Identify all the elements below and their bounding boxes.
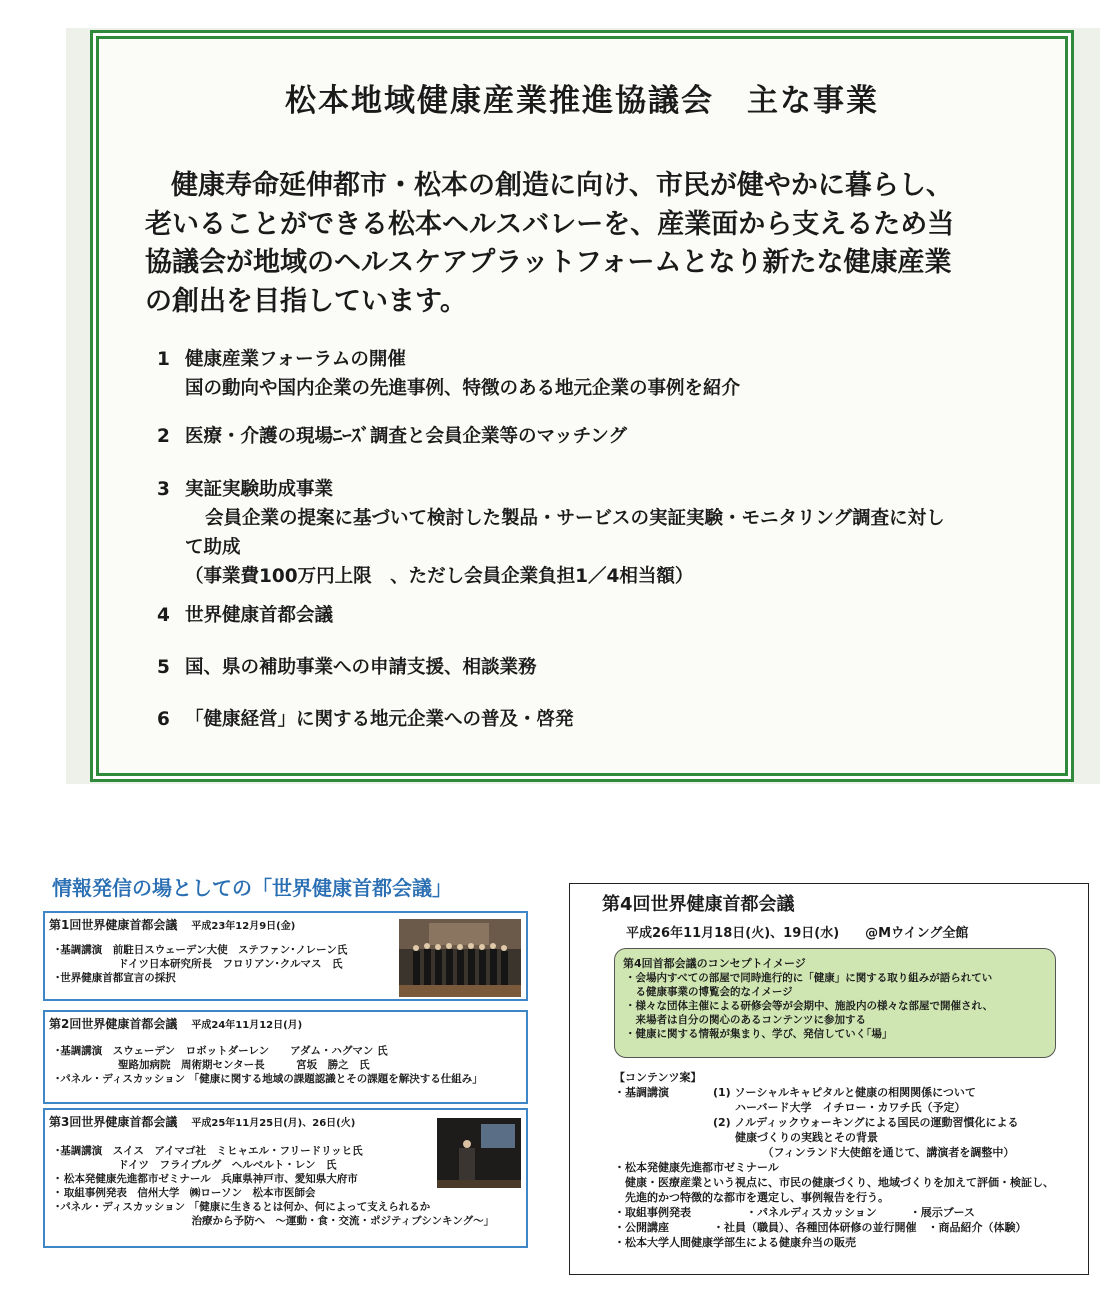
contents-line: ・基調講演 (1) ソーシャルキャピタルと健康の相関関係について [614,1086,976,1099]
group-photo-image [399,919,521,997]
right-panel-title: 第4回世界健康首都会議 [602,894,795,915]
business-slide [96,36,1068,776]
contents-line: 【コンテンツ案】 [614,1071,702,1084]
contents-line: (2) ノルディックウォーキングによる国民の運動習慣化による [614,1116,1019,1129]
fourth-conference-panel [569,883,1089,1275]
item-number: 2 [157,426,170,447]
item-heading: 医療・介護の現場ﾆｰｽﾞ調査と会員企業等のマッチング [185,426,627,447]
concept-line: ・会場内すべての部屋で同時進行的に「健康」に関する取り組みが語られてい [625,972,993,984]
box-line: ･基調講演 スイス アイマゴ社 ミヒャエル・フリードリッヒ氏 [55,1145,363,1157]
box-heading-label: 第2回世界健康首都会議 [49,1017,178,1031]
contents-line: 健康づくりの実践とその背景 [614,1131,878,1144]
item-detail: 国の動向や国内企業の先進事例、特徴のある地元企業の事例を紹介 [185,378,741,399]
box-date: 平成24年11月12日(月) [191,1020,303,1031]
business-item [157,345,740,400]
concept-line: 来場者は自分の関心のあるコンテンツに参加する [625,1014,866,1026]
contents-line: ハーバード大学 イチロー・カワチ氏（予定） [614,1101,966,1114]
item-heading: 健康産業フォーラムの開催 [185,349,406,370]
item-number: 6 [157,709,170,730]
lead-line: の創出を目指しています。 [145,285,467,317]
contents-line: ・松本発健康先進都市ゼミナール [614,1161,779,1174]
lead-line: 協議会が地域のヘルスケアプラットフォームとなり新たな健康産業 [145,247,952,278]
concept-line: る健康事業の博覧会的なイメージ [625,986,793,998]
box-line: ドイツ フライブルグ ヘルベルト・レン 氏 [55,1159,337,1171]
box-line: ･パネル・ディスカッション 「健康に生きるとは何か、何によって支えられるか [55,1201,431,1213]
contents-line: 健康・医療産業という視点に、市民の健康づくり、地域づくりを加えて評価・検証し、 [614,1176,1054,1189]
slide-lead-paragraph [145,167,1025,321]
box-line: 聖路加病院 周術期センター長 宮坂 勝之 氏 [55,1059,370,1071]
box-line: ･基調講演 スウェーデン ロボットダーレン アダム・ハグマン 氏 [55,1045,388,1057]
item-number: 4 [157,605,170,626]
box-line: ドイツ日本研究所長 フロリアン･クルマス 氏 [55,958,343,970]
box-line: ･パネル・ディスカッション 「健康に関する地域の課題認識とその課題を解決する仕組み」 [55,1073,483,1085]
business-item [157,422,627,448]
concept-title: 第4回首都会議のコンセプトイメージ [623,957,806,970]
box-date: 平成25年11月25日(月)、26日(火) [191,1118,356,1129]
concept-line: ・健康に関する情報が集まり、学び、発信していく｢場｣ [625,1028,888,1040]
box-date: 平成23年12月9日(金) [191,921,296,932]
box-lines [55,943,347,985]
box-line: 治療から予防へ ～運動・食・交流・ポジティブシンキング～」 [55,1215,495,1227]
lead-line: 健康寿命延伸都市・松本の創造に向け、市民が健やかに暮らし、 [171,170,953,201]
right-panel-date: 平成26年11月18日(火)、19日(水) @Mウイング全館 [626,926,969,941]
contents-line: ・取組事例発表 ・パネルディスカッション ・展示ブース [614,1206,975,1219]
item-detail: 会員企業の提案に基づいて検討した製品・サービスの実証実験・モニタリング調査に対し [205,508,945,529]
box-lines [55,1144,494,1228]
box-heading [49,1015,302,1032]
conference-photo [399,919,521,997]
lecture-photo-image [437,1118,521,1188]
box-line: ･ 取組事例発表 信州大学 ㈱ローソン 松本市医師会 [55,1187,316,1199]
contents-line: ・公開講座 ・社員（職員）、各種団体研修の並行開催 ・商品紹介（体験） [614,1221,1027,1234]
box-line: ･世界健康首都宣言の採択 [55,972,176,984]
box-heading [49,916,295,933]
business-item [157,475,945,588]
box-heading-label: 第1回世界健康首都会議 [49,918,178,932]
business-item [157,601,333,627]
box-line: ･基調講演 前駐日スウェーデン大使 ステファン･ノレーン氏 [55,944,348,956]
conference-box-3 [43,1108,528,1248]
box-heading [49,1113,355,1130]
contents-line: （フィンランド大使館を通じて、講演者を調整中） [614,1146,1015,1159]
item-number: 1 [157,349,170,370]
business-item [157,653,537,679]
box-lines [55,1044,483,1086]
left-panel-title: 情報発信の場としての「世界健康首都会議」 [52,876,452,900]
contents-line: ・松本大学人間健康学部生による健康弁当の販売 [614,1236,856,1249]
business-item [157,705,574,731]
concept-box [614,948,1056,1058]
lead-line: 老いることができる松本ヘルスバレーを、産業面から支えるため当 [145,208,955,240]
item-detail: て助成 [185,537,241,558]
concept-line: ・様々な団体主催による研修会等が会期中、施設内の様々な部屋で開催され、 [625,1000,994,1012]
concept-lines [625,971,993,1041]
item-heading: 「健康経営」に関する地元企業への普及・啓発 [185,709,574,730]
item-heading: 世界健康首都会議 [185,605,334,626]
box-heading-label: 第3回世界健康首都会議 [49,1115,178,1129]
item-heading: 国、県の補助事業への申請支援、相談業務 [185,657,537,678]
conference-box-2 [43,1010,528,1104]
contents-line: 先進的かつ特徴的な都市を選定し、事例報告を行う。 [614,1191,889,1204]
box-line: ･ 松本発健康先進都市ゼミナール 兵庫県神戸市、愛知県大府市 [55,1173,358,1185]
item-number: 5 [157,657,170,678]
slide-title: 松本地域健康産業推進協議会 主な事業 [285,83,879,119]
contents-list [614,1070,1054,1250]
conference-box-1 [43,911,528,1001]
item-detail: （事業費100万円上限 、ただし会員企業負担1／4相当額） [185,566,694,587]
conference-photo [437,1118,521,1188]
item-heading: 実証実験助成事業 [185,479,334,500]
item-number: 3 [157,479,170,500]
